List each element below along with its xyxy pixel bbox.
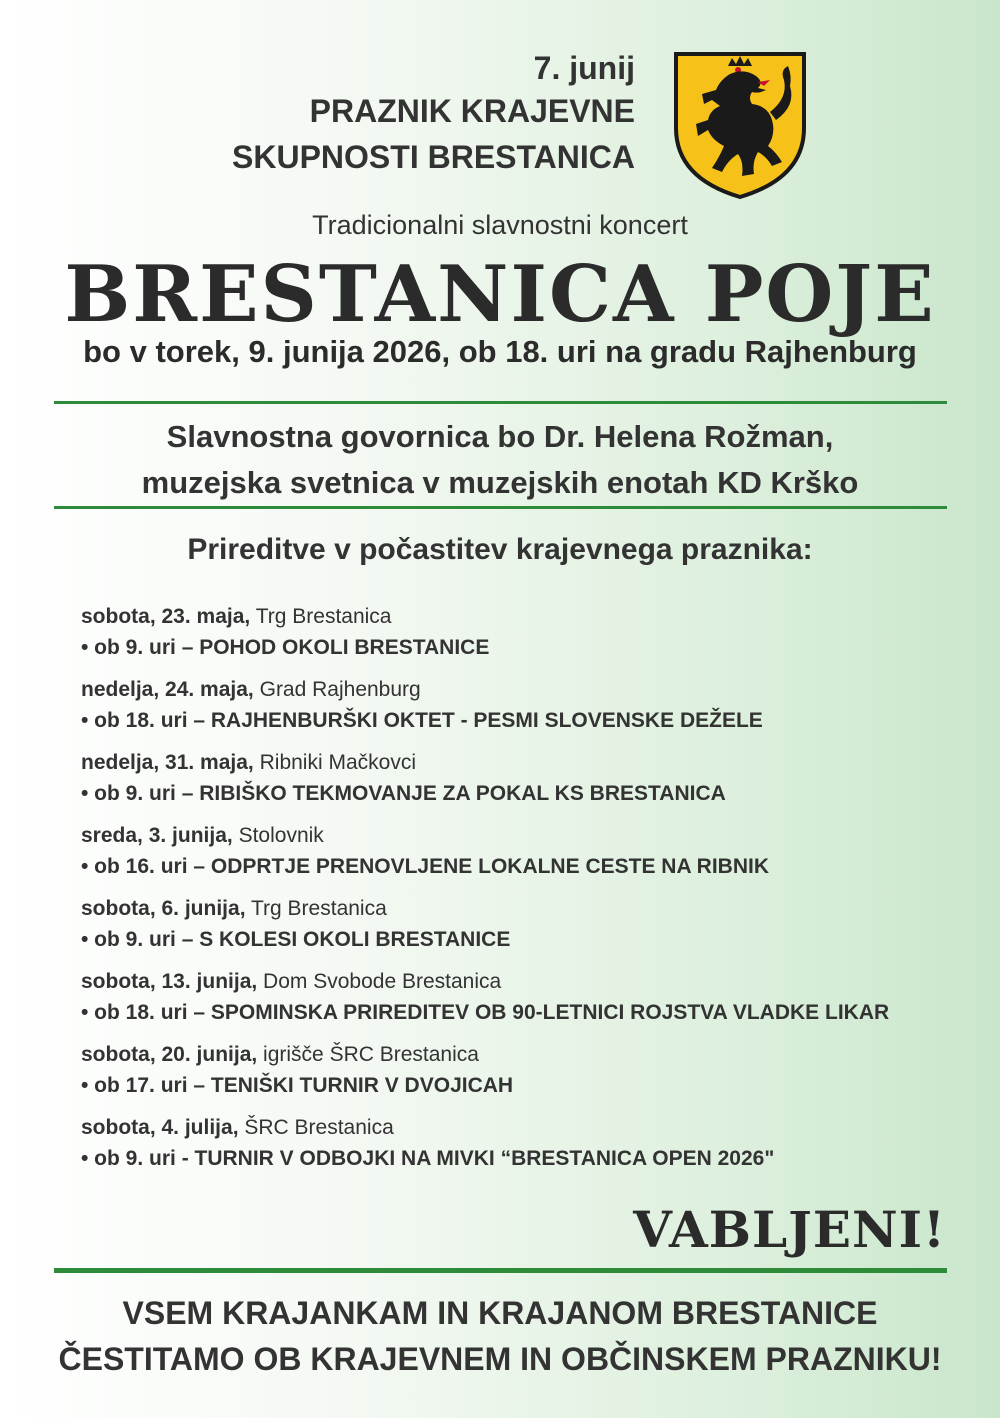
- event-detail: • ob 16. uri – ODPRTJE PRENOVLJENE LOKALNE CESTE NA RIBNIK: [81, 855, 770, 878]
- event-place: Trg Brestanica: [251, 897, 387, 920]
- event-place: Dom Svobode Brestanica: [263, 970, 502, 993]
- event-place: Stolovnik: [238, 824, 324, 847]
- event-detail: • ob 18. uri – RAJHENBURŠKI OKTET - PESMI SLOVENSKE DEŽELE: [81, 709, 763, 732]
- event-item: [81, 747, 961, 809]
- header-date: 7. junij: [533, 50, 635, 86]
- concert-title: BRESTANICA POJE: [64, 249, 936, 340]
- speaker-line-2: muzejska svetnica v muzejskih enotah KD Krško: [141, 465, 859, 500]
- event-place: Ribniki Mačkovci: [259, 751, 416, 774]
- event-item: [81, 1039, 961, 1101]
- speaker-line-1: Slavnostna govornica bo Dr. Helena Rožman,: [166, 419, 834, 454]
- event-day: sobota, 13. junija,: [81, 970, 258, 993]
- event-day: nedelja, 31. maja,: [81, 751, 254, 774]
- concert-subtitle: Tradicionalni slavnostni koncert: [312, 210, 688, 240]
- event-detail: • ob 9. uri – RIBIŠKO TEKMOVANJE ZA POKAL KS BRESTANICA: [81, 782, 726, 805]
- event-item: [81, 601, 961, 663]
- event-item: [81, 674, 961, 736]
- event-day: sobota, 23. maja,: [81, 605, 251, 628]
- footer-line-1: VSEM KRAJANKAM IN KRAJANOM BRESTANICE: [122, 1295, 878, 1331]
- coat-of-arms-lion-icon: [672, 50, 808, 200]
- event-place: ŠRC Brestanica: [244, 1116, 394, 1139]
- footer-line-2: ČESTITAMO OB KRAJEVNEM IN OBČINSKEM PRAZNIKU!: [58, 1341, 942, 1377]
- event-place: Trg Brestanica: [255, 605, 392, 628]
- event-place: Grad Rajhenburg: [259, 678, 421, 701]
- event-detail: • ob 9. uri - TURNIR V ODBOJKI NA MIVKI “BRESTANICA OPEN 2026": [81, 1147, 775, 1170]
- event-detail: • ob 9. uri – S KOLESI OKOLI BRESTANICE: [81, 928, 511, 951]
- event-detail: • ob 18. uri – SPOMINSKA PRIREDITEV OB 90-LETNICI ROJSTVA VLADKE LIKAR: [81, 1001, 890, 1024]
- header-line-1: PRAZNIK KRAJEVNE: [309, 93, 635, 129]
- event-place: igrišče ŠRC Brestanica: [263, 1043, 479, 1066]
- event-detail: • ob 9. uri – POHOD OKOLI BRESTANICE: [81, 636, 490, 659]
- speaker-block: [0, 414, 1000, 506]
- divider-middle: [54, 506, 947, 509]
- event-day: sobota, 4. julija,: [81, 1116, 239, 1139]
- event-detail: • ob 17. uri – TENIŠKI TURNIR V DVOJICAH: [81, 1074, 514, 1097]
- concert-details: bo v torek, 9. junija 2026, ob 18. uri na gradu Rajhenburg: [83, 334, 917, 369]
- event-item: [81, 1112, 961, 1174]
- divider-bottom: [54, 1268, 947, 1273]
- divider-top: [54, 401, 947, 404]
- events-heading: Prireditve v počastitev krajevnega praznika:: [187, 533, 813, 566]
- event-day: nedelja, 24. maja,: [81, 678, 254, 701]
- event-item: [81, 820, 961, 882]
- header-line-2: SKUPNOSTI BRESTANICA: [232, 139, 635, 175]
- closing-invitation: VABLJENI!: [633, 1200, 946, 1259]
- event-day: sobota, 6. junija,: [81, 897, 246, 920]
- event-item: [81, 893, 961, 955]
- event-item: [81, 966, 961, 1028]
- header-block: [232, 48, 635, 180]
- event-day: sobota, 20. junija,: [81, 1043, 258, 1066]
- events-list: [81, 601, 961, 1185]
- event-day: sreda, 3. junija,: [81, 824, 233, 847]
- footer-greeting: [0, 1290, 1000, 1382]
